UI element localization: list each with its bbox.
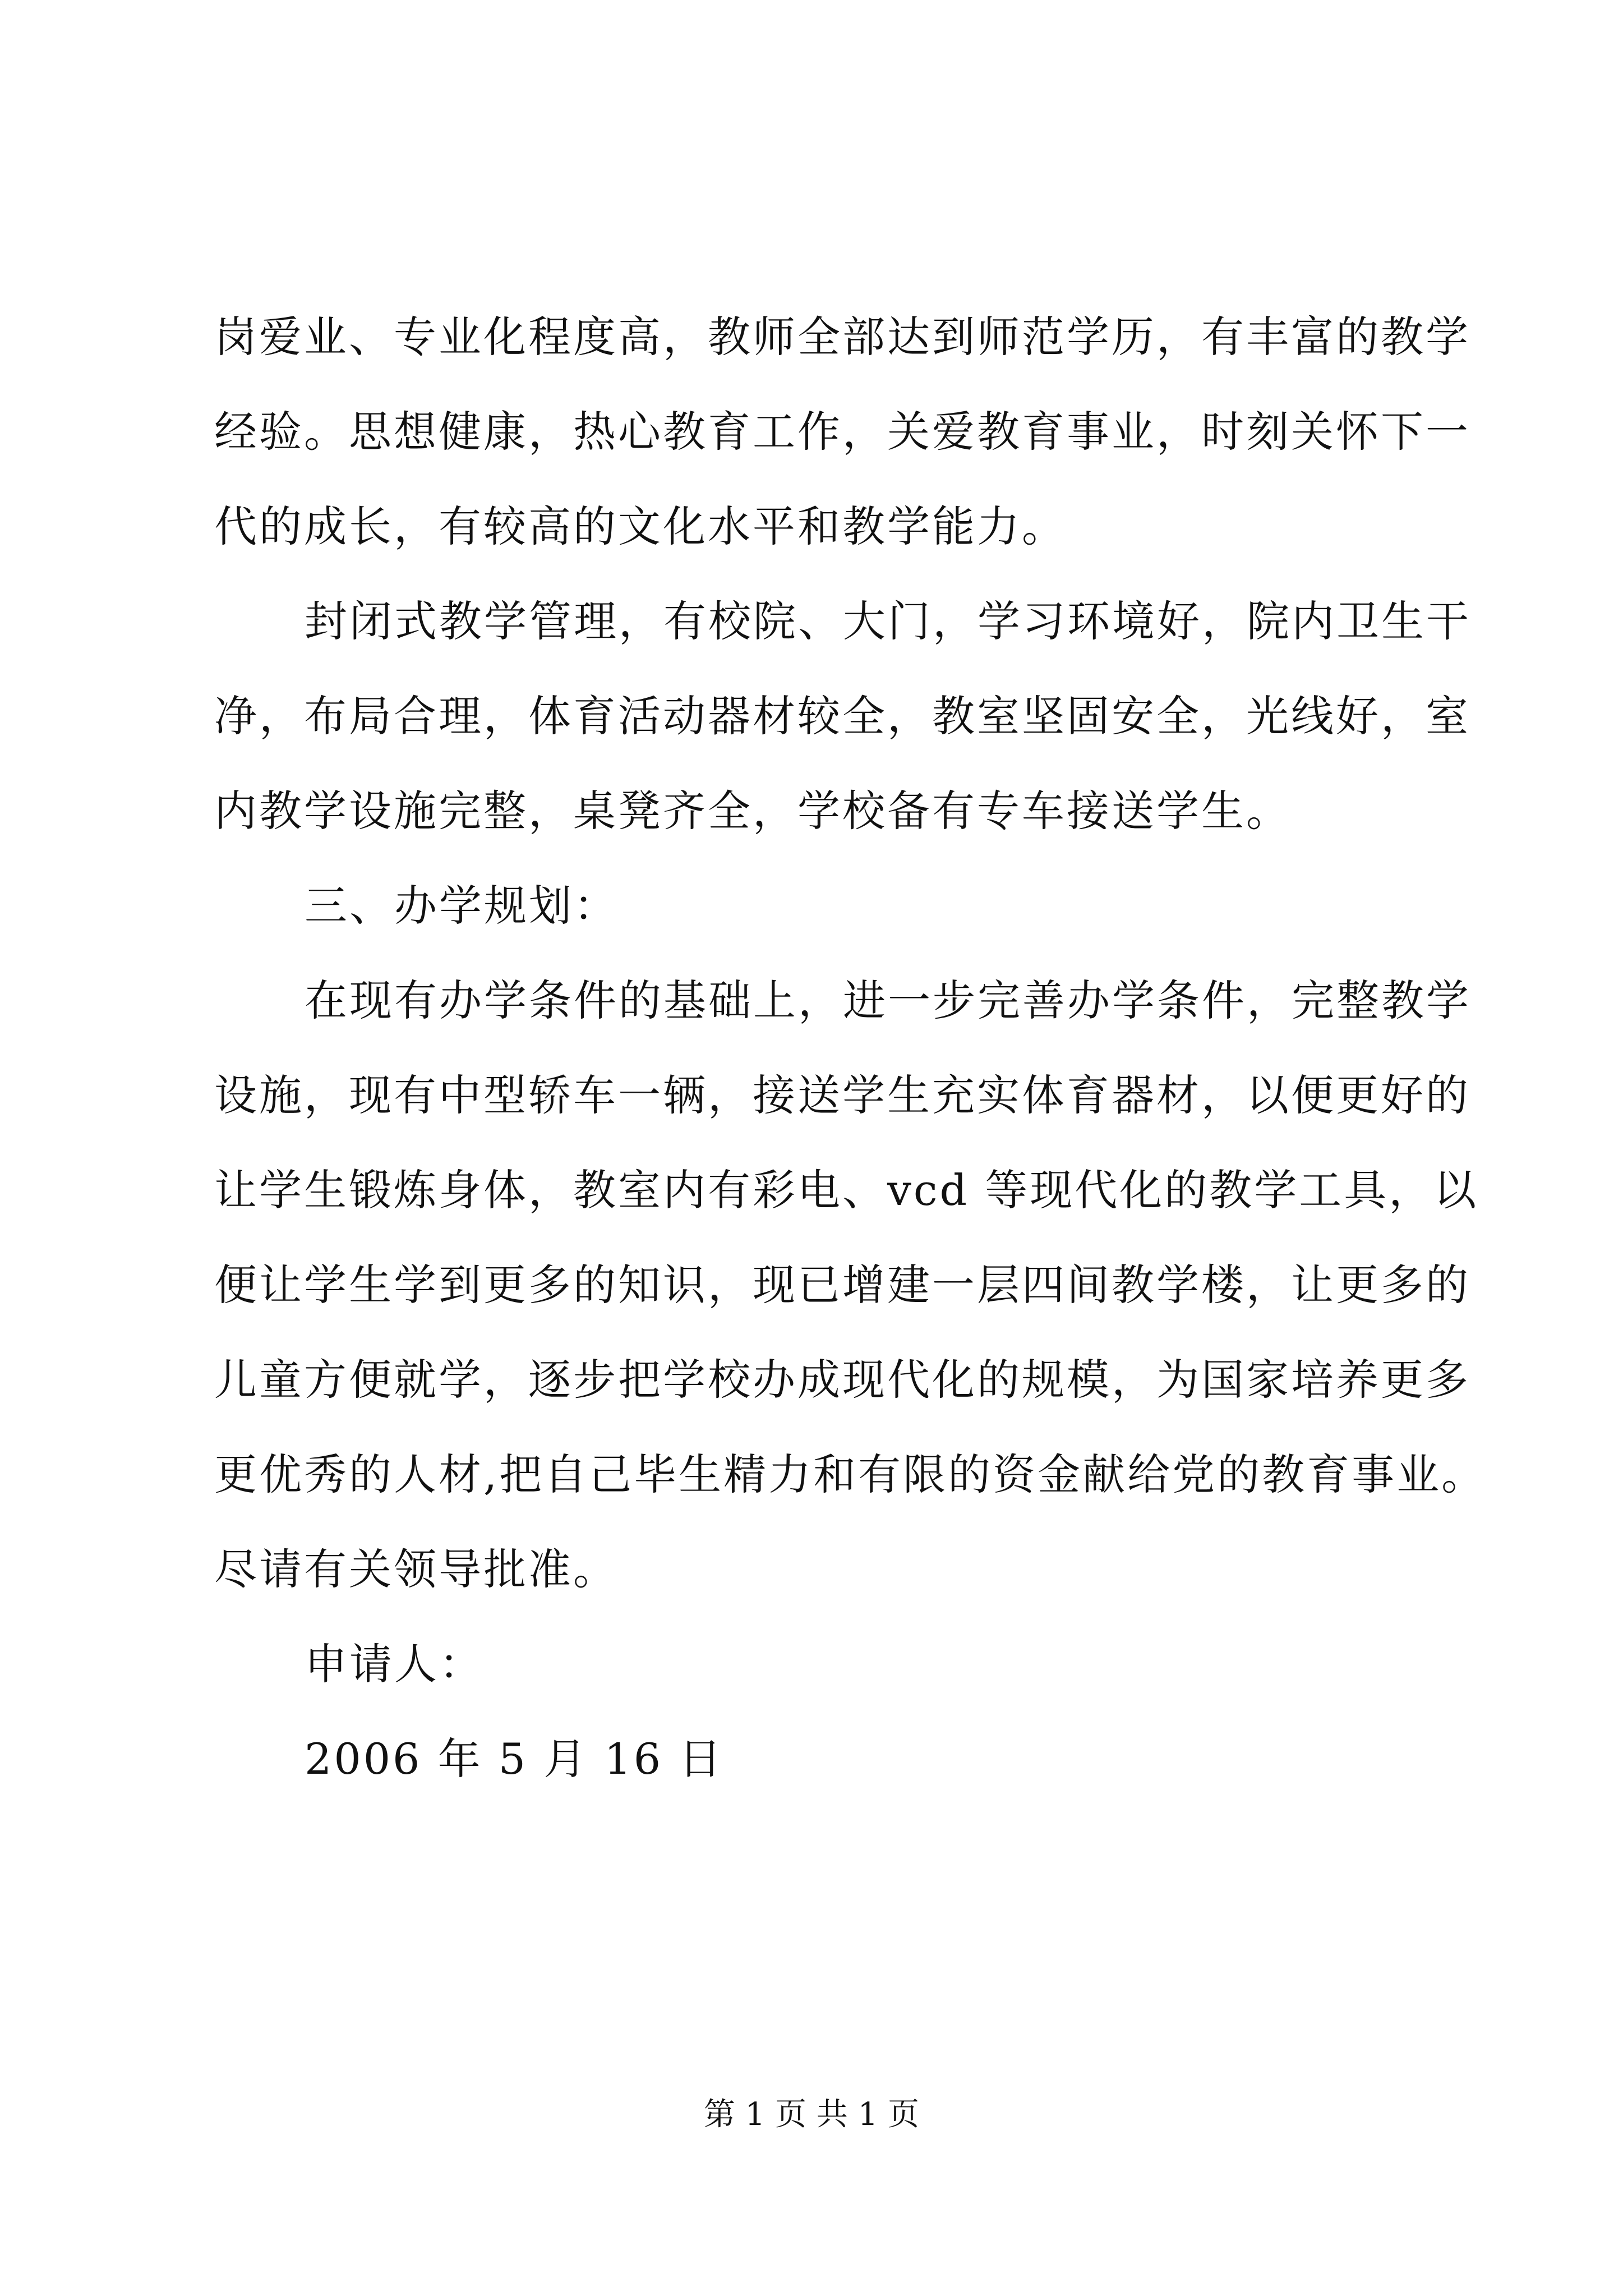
text-line: 代的成长，有较高的文化水平和教学能力。 [214, 501, 1067, 551]
text-line: 儿童方便就学，逐步把学校办成现代化的规模，为国家培养更多 [214, 1355, 1470, 1405]
paragraph-start-line: 封闭式教学管理，有校院、大门，学习环境好，院内卫生干 [305, 596, 1471, 646]
date-line: 2006 年 5 月 16 日 [305, 1734, 724, 1784]
text-line: 经验。思想健康，热心教育工作，关爱教育事业，时刻关怀下一 [214, 407, 1470, 457]
section-heading: 三、办学规划： [305, 881, 619, 931]
text-line: 设施，现有中型轿车一辆，接送学生充实体育器材，以便更好的 [214, 1070, 1470, 1120]
text-line: 便让学生学到更多的知识，现已增建一层四间教学楼，让更多的 [214, 1260, 1470, 1310]
text-line: 岗爱业、专业化程度高，教师全部达到师范学历，有丰富的教学 [214, 312, 1470, 362]
text-line: 尽请有关领导批准。 [214, 1544, 618, 1594]
paragraph-start-line: 在现有办学条件的基础上，进一步完善办学条件，完整教学 [305, 976, 1471, 1025]
text-line: 内教学设施完整，桌凳齐全，学校备有专车接送学生。 [214, 786, 1291, 836]
text-line: 让学生锻炼身体，教室内有彩电、vcd 等现代化的教学工具，以 [214, 1165, 1479, 1215]
applicant-label: 申请人： [305, 1639, 484, 1689]
text-line: 更优秀的人材,把自己毕生精力和有限的资金献给党的教育事业。 [214, 1450, 1487, 1499]
page-footer: 第 1 页 共 1 页 [703, 2096, 920, 2133]
text-line: 净，布局合理，体育活动器材较全，教室坚固安全，光线好，室 [214, 691, 1470, 741]
